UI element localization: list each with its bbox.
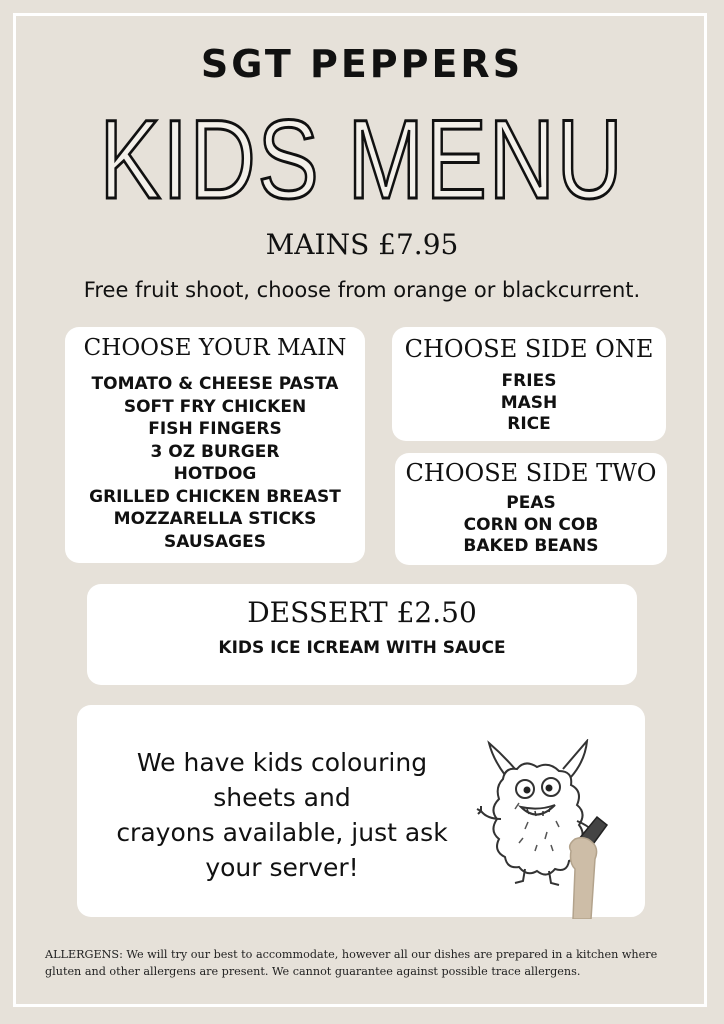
main-item: FISH FINGERS	[148, 419, 282, 439]
restaurant-name: SGT PEPPERS	[200, 42, 524, 86]
dessert-title: DESSERT £2.50	[247, 596, 477, 629]
menu-title: KIDS MENU	[99, 97, 625, 222]
dessert-card	[87, 584, 637, 685]
side-two-item: BAKED BEANS	[463, 536, 599, 556]
side-two-item: CORN ON COB	[463, 514, 599, 535]
main-item: HOTDOG	[173, 464, 257, 484]
fruit-shoot-note: Free fruit shoot, choose from orange or blackcurrent.	[83, 278, 641, 302]
side-one-item: FRIES	[501, 371, 557, 391]
main-item: SOFT FRY CHICKEN	[123, 396, 307, 417]
allergens-notice: ALLERGENS: We will try our best to accommodate, however all our dishes are prepared in a kitchen where gluten and other allergens are present. We cannot guarantee against possible trace allergens.	[45, 948, 658, 978]
main-item: MOZZARELLA STICKS	[113, 509, 317, 529]
main-item: SAUSAGES	[164, 531, 266, 552]
main-item: 3 OZ BURGER	[150, 441, 280, 462]
colouring-card	[77, 705, 645, 917]
main-item: GRILLED CHICKEN BREAST	[89, 486, 341, 507]
mains-price: MAINS £7.95	[265, 228, 459, 261]
colouring-message	[85, 745, 479, 885]
side-one-card	[392, 327, 666, 441]
dessert-item: KIDS ICE ICREAM WITH SAUCE	[218, 638, 506, 658]
colouring-line: sheets and	[213, 783, 351, 812]
main-items-list	[65, 373, 365, 553]
colouring-line: your server!	[205, 853, 359, 882]
choose-main-title: CHOOSE YOUR MAIN	[83, 335, 347, 361]
side-one-title: CHOOSE SIDE ONE	[404, 335, 654, 363]
choose-main-card	[65, 327, 365, 563]
side-one-list	[392, 371, 666, 436]
colouring-line: crayons available, just ask	[116, 818, 448, 847]
side-two-title: CHOOSE SIDE TWO	[405, 459, 657, 487]
monster-drawing-icon	[475, 739, 609, 919]
side-one-item: MASH	[500, 392, 558, 413]
side-two-card	[395, 453, 667, 565]
side-one-item: RICE	[507, 414, 551, 434]
side-two-list	[395, 493, 667, 558]
main-item: TOMATO & CHEESE PASTA	[91, 374, 339, 394]
colouring-line: We have kids colouring	[136, 748, 428, 777]
side-two-item: PEAS	[506, 493, 556, 513]
